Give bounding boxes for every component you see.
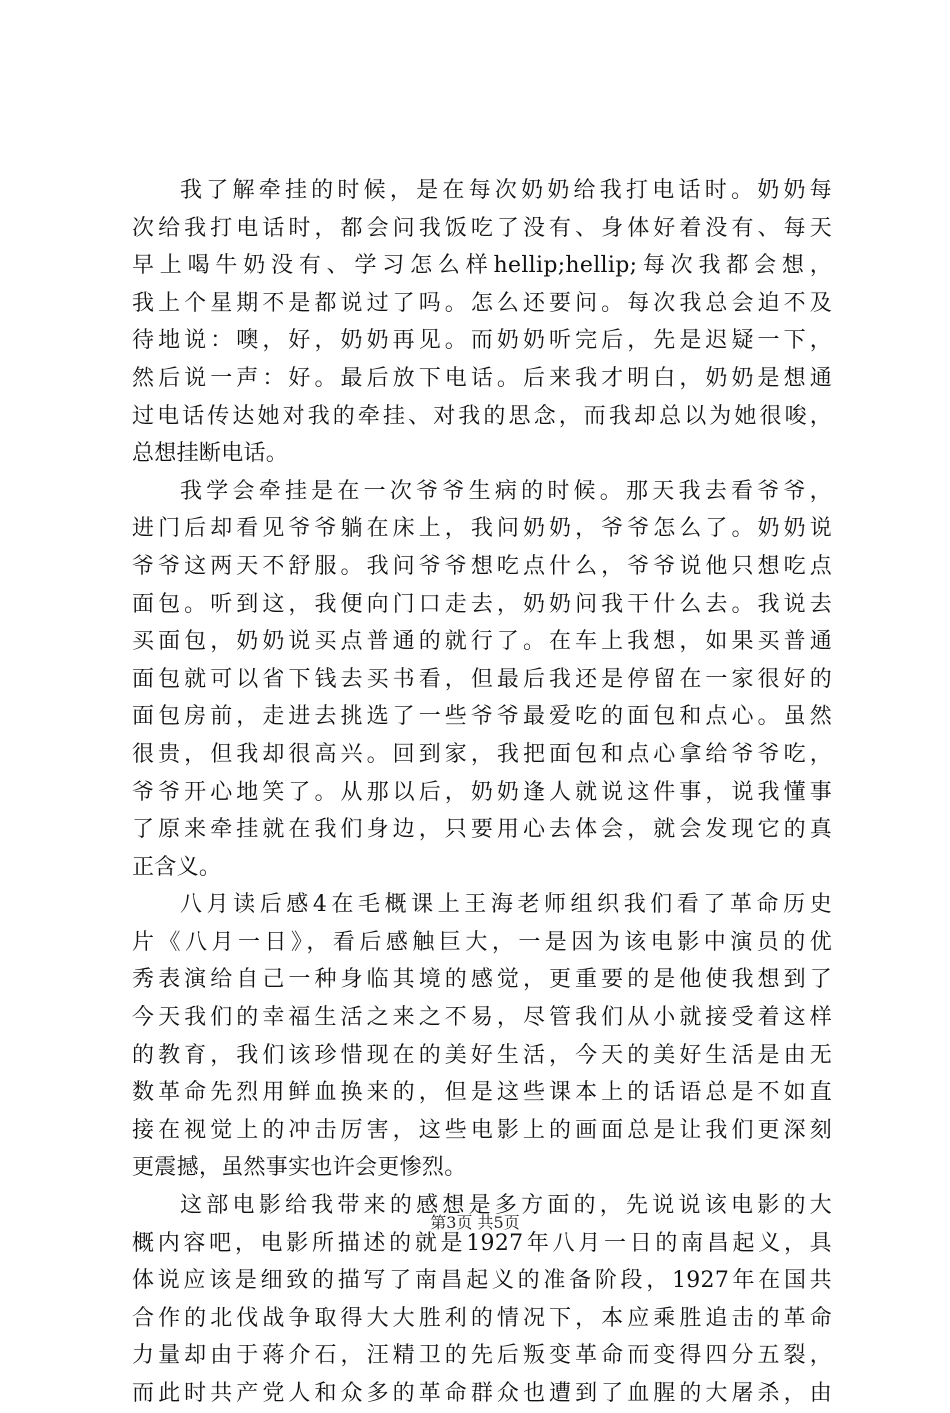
text-line: 的教育，我们该珍惜现在的美好生活，今天的美好生活是由无: [132, 1042, 832, 1068]
text-line: 力量却由于蒋介石，汪精卫的先后叛变革命而变得四分五裂，: [132, 1343, 832, 1369]
text-line: 数革命先烈用鲜血换来的，但是这些课本上的话语总是不如直: [132, 1080, 832, 1106]
text-line: 面包房前，走进去挑选了一些爷爷最爱吃的面包和点心。虽然: [132, 704, 832, 730]
text-line: 早上喝牛奶没有、学习怎么样hellip;hellip;每次我都会想，: [132, 253, 832, 279]
text-line: 我上个星期不是都说过了吗。怎么还要问。每次我总会迫不及: [132, 290, 832, 316]
text-line: 体说应该是细致的描写了南昌起义的准备阶段，1927年在国共: [132, 1268, 832, 1294]
text-line: 待地说：噢，好，奶奶再见。而奶奶听完后，先是迟疑一下，: [132, 328, 832, 354]
text-line: 这部电影给我带来的感想是多方面的，先说说该电影的大: [180, 1193, 832, 1219]
page-footer: 第3页 共5页: [430, 1213, 520, 1232]
text-line: 我学会牵挂是在一次爷爷生病的时候。那天我去看爷爷，: [180, 478, 832, 504]
text-line: 八月读后感4在毛概课上王海老师组织我们看了革命历史: [180, 892, 832, 918]
text-line: 很贵，但我却很高兴。回到家，我把面包和点心拿给爷爷吃，: [132, 741, 832, 767]
text-line: 总想挂断电话。: [132, 441, 289, 467]
text-line: 然后说一声：好。最后放下电话。后来我才明白，奶奶是想通: [132, 365, 832, 391]
text-line: 秀表演给自己一种身临其境的感觉，更重要的是他使我想到了: [132, 967, 832, 993]
text-line: 爷爷这两天不舒服。我问爷爷想吃点什么，爷爷说他只想吃点: [132, 553, 832, 579]
text-line: 接在视觉上的冲击厉害，这些电影上的画面总是让我们更深刻: [132, 1117, 832, 1143]
text-line: 过电话传达她对我的牵挂、对我的思念，而我却总以为她很唆，: [132, 403, 832, 429]
paragraph: [132, 886, 832, 1187]
text-line: 面包。听到这，我便向门口走去，奶奶问我干什么去。我说去: [132, 591, 832, 617]
text-line: 今天我们的幸福生活之来之不易，尽管我们从小就接受着这样: [132, 1005, 832, 1031]
text-line: 进门后却看见爷爷躺在床上，我问奶奶，爷爷怎么了。奶奶说: [132, 516, 832, 542]
text-line: 了原来牵挂就在我们身边，只要用心去体会，就会发现它的真: [132, 817, 832, 843]
text-line: 片《八月一日》，看后感触巨大，一是因为该电影中演员的优: [132, 929, 832, 955]
text-line: 我了解牵挂的时候，是在每次奶奶给我打电话时。奶奶每: [180, 178, 832, 203]
text-line: 正含义。: [132, 854, 222, 880]
text-line: 而此时共产党人和众多的革命群众也遭到了血腥的大屠杀，由: [132, 1381, 832, 1406]
paragraph: [132, 473, 832, 887]
text-line: 爷爷开心地笑了。从那以后，奶奶逢人就说这件事，说我懂事: [132, 779, 832, 805]
text-line: 面包就可以省下钱去买书看，但最后我还是停留在一家很好的: [132, 666, 832, 692]
text-line: 买面包，奶奶说买点普通的就行了。在车上我想，如果买普通: [132, 629, 832, 655]
text-line: 概内容吧，电影所描述的就是1927年八月一日的南昌起义，具: [132, 1230, 832, 1256]
text-line: 合作的北伐战争取得大大胜利的情况下，本应乘胜追击的革命: [132, 1305, 832, 1331]
text-line: 次给我打电话时，都会问我饭吃了没有、身体好着没有、每天: [132, 215, 832, 241]
text-line: 更震撼，虽然事实也许会更惨烈。: [132, 1155, 467, 1181]
paragraph: [132, 172, 832, 473]
